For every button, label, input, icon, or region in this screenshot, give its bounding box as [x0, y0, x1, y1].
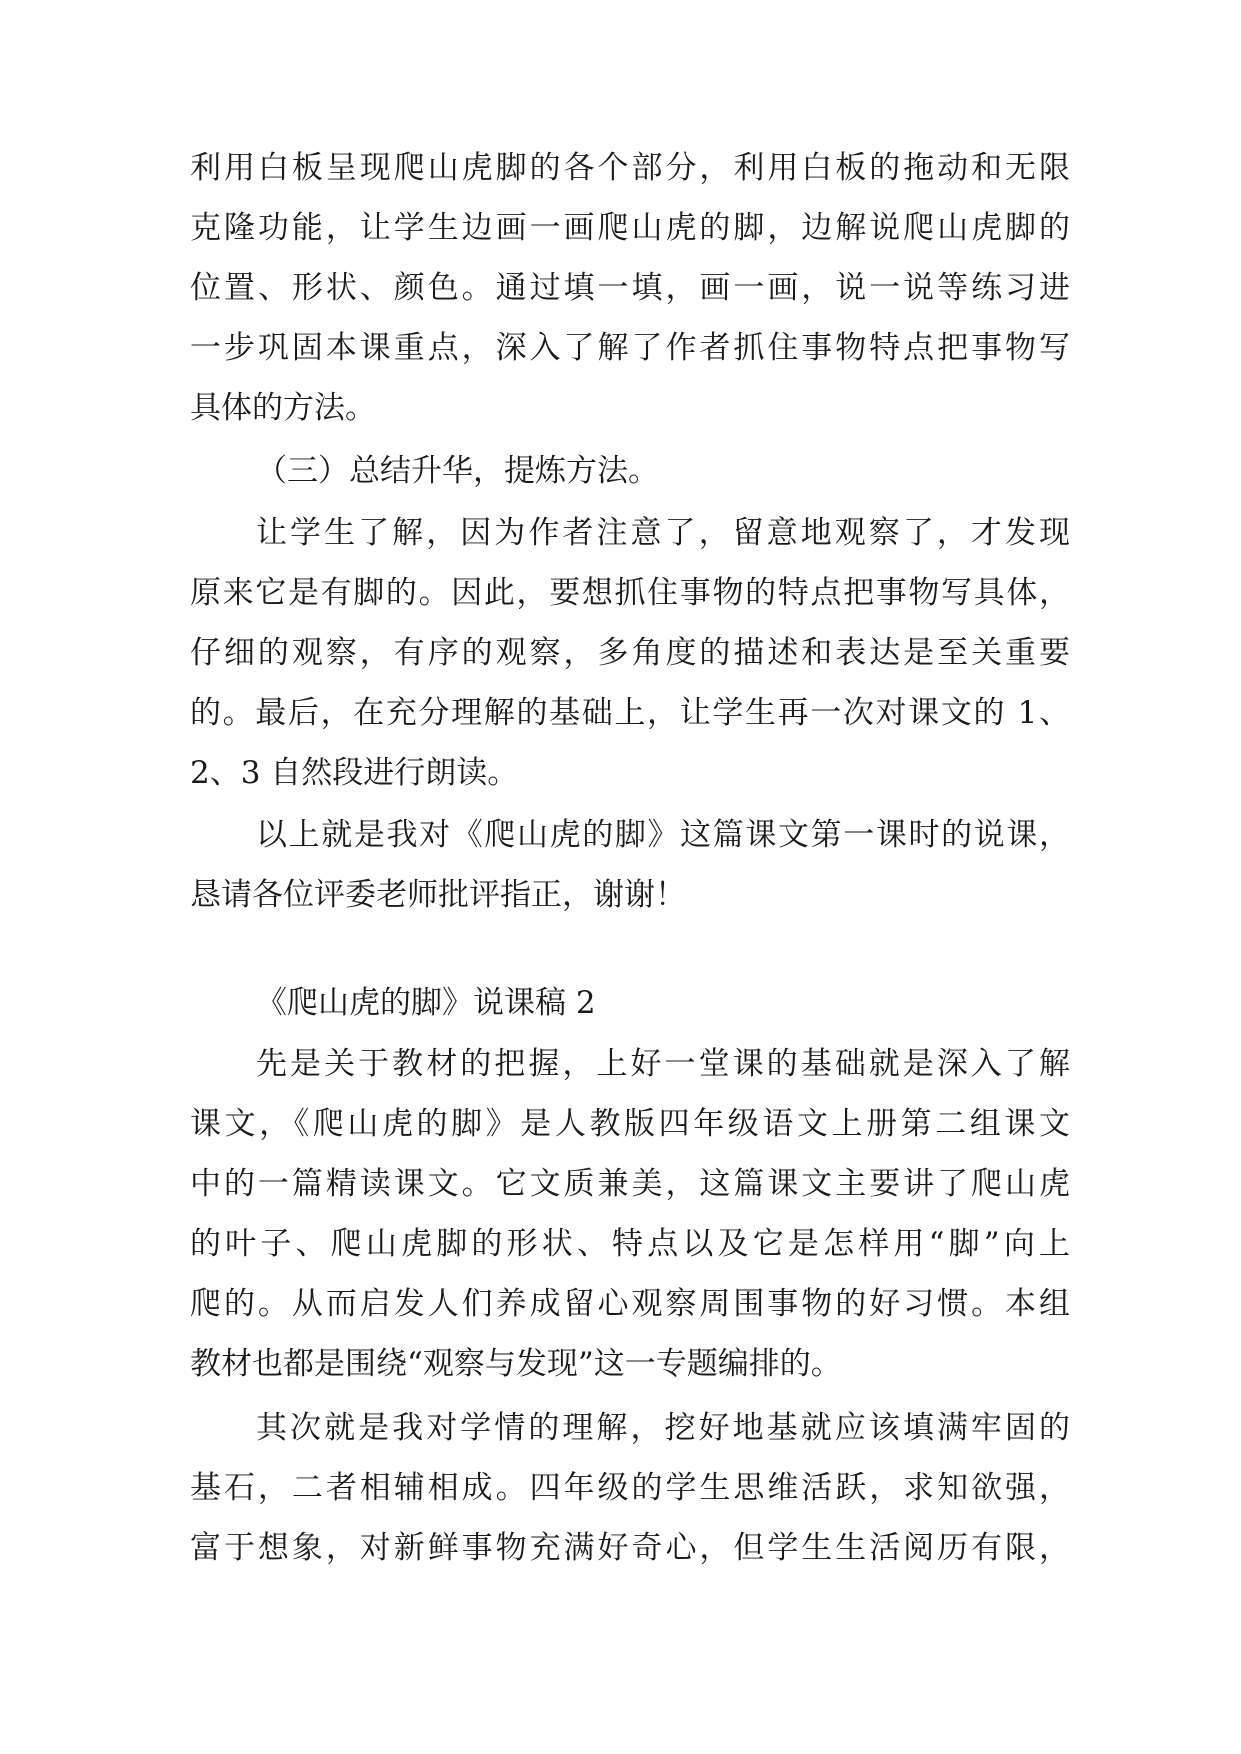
paragraph-line: 恳请各位评委老师批评指正，谢谢！	[190, 877, 686, 913]
paragraph-line: 的叶子、爬山虎脚的形状、特点以及它是怎样用“脚”向上	[190, 1226, 1070, 1262]
paragraph-line: 的。最后，在充分理解的基础上，让学生再一次对课文的 1、	[190, 695, 1070, 731]
paragraph-line: 其次就是我对学情的理解，挖好地基就应该填满牢固的	[256, 1410, 1070, 1446]
paragraph-line: 一步巩固本课重点，深入了解了作者抓住事物特点把事物写	[190, 330, 1070, 366]
document-title: 《爬山虎的脚》说课稿 2	[256, 985, 596, 1021]
paragraph-line: 让学生了解，因为作者注意了，留意地观察了，才发现	[256, 515, 1070, 551]
paragraph-line: 教材也都是围绕“观察与发现”这一专题编排的。	[190, 1346, 842, 1382]
paragraph-line: 克隆功能，让学生边画一画爬山虎的脚，边解说爬山虎脚的	[190, 210, 1070, 246]
paragraph-line: 先是关于教材的把握，上好一堂课的基础就是深入了解	[256, 1046, 1070, 1082]
paragraph-line: 位置、形状、颜色。通过填一填，画一画，说一说等练习进	[190, 270, 1070, 306]
paragraph-line: 具体的方法。	[190, 390, 376, 426]
section-heading: （三）总结升华，提炼方法。	[256, 453, 659, 489]
paragraph-line: 爬的。从而启发人们养成留心观察周围事物的好习惯。本组	[190, 1286, 1070, 1322]
paragraph-line: 利用白板呈现爬山虎脚的各个部分，利用白板的拖动和无限	[190, 150, 1070, 186]
paragraph-line: 富于想象，对新鲜事物充满好奇心，但学生生活阅历有限，	[190, 1530, 1070, 1566]
paragraph-line: 基石，二者相辅相成。四年级的学生思维活跃，求知欲强，	[190, 1470, 1070, 1506]
paragraph-line: 原来它是有脚的。因此，要想抓住事物的特点把事物写具体，	[190, 575, 1070, 611]
paragraph-line: 课文，《爬山虎的脚》是人教版四年级语文上册第二组课文	[190, 1106, 1070, 1142]
paragraph-line: 仔细的观察，有序的观察，多角度的描述和表达是至关重要	[190, 635, 1070, 671]
paragraph-line: 2、3 自然段进行朗读。	[190, 755, 519, 791]
paragraph-line: 中的一篇精读课文。它文质兼美，这篇课文主要讲了爬山虎	[190, 1166, 1070, 1202]
paragraph-line: 以上就是我对《爬山虎的脚》这篇课文第一课时的说课，	[256, 817, 1070, 853]
